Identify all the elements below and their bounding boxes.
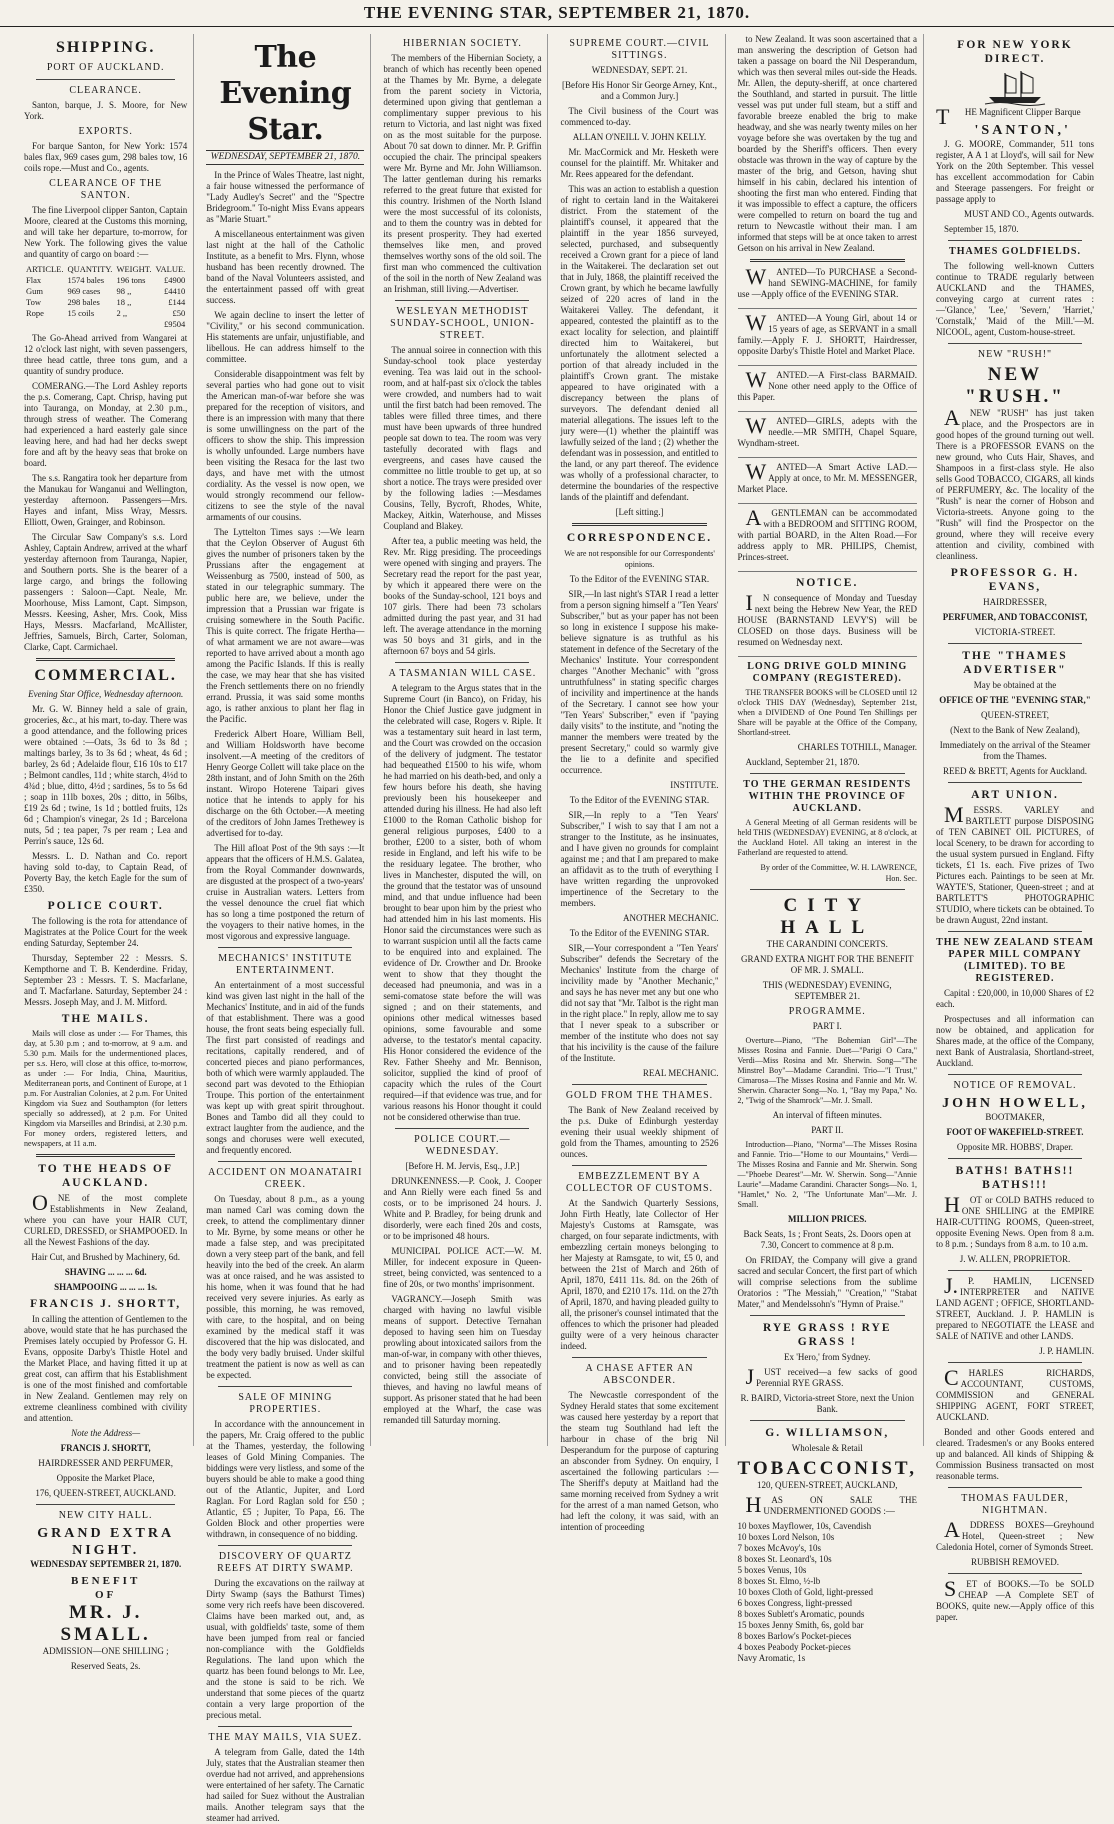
column-5 [732, 34, 924, 1663]
mining-text: In accordance with the announcement in the papers, Mr. Craig offered to the public at the Thames, yesterday, the following leases of Gold Mining Companies. The biddings were very listless, and some of the buyers should be able to make a good thing out of the Atlantic, Jupiter, and Lord Raglan. For Lord Raglan sold for £50 ; Atlantic, £5 ; Jupiter, To Papa, £6. The Golden Block and other properties were withdrawn, in consequence of no bidding. [206, 1419, 365, 1539]
supreme-court-text: The Civil business of the Court was commenced to-day. [560, 106, 719, 127]
leader-date: WEDNESDAY, SEPTEMBER 21, 1870. [206, 150, 364, 165]
ta-arrival: Immediately on the arrival of the Steamer from the Thames. [939, 740, 1091, 761]
cargo-row: Rope 15 coils 2 ,, £50 [26, 308, 186, 318]
leader-paragraph: Considerable disappointment was felt by several parties who had gone out to visit the American man-of-war before she was prepared for the reception of visitors, and there is an impression with many that there is some unwillingness on the part of the officers to show the ship. This impression is wholly unfounded. Large numbers have been visiting the Resaca for the last two days, and have met with the utmost cordiality. As the vessel is now open, we would strongly recommend our fellow-citizens to see the style of the naval armaments of our cousins. [206, 369, 365, 522]
faulder-text: ADDRESS BOXES—Greyhound Hotel, Queen-street ; New Caledonia Hotel, corner of Symonds Street. [935, 1517, 1095, 1552]
williamson-sub: Wholesale & Retail [791, 1443, 863, 1453]
programme-part: PART I. [812, 1021, 842, 1031]
hamlin-signature: J. P. HAMLIN. [1039, 1346, 1095, 1356]
masthead: THE EVENING STAR, SEPTEMBER 21, 1870. [0, 0, 1114, 27]
wesleyan-heading: WESLEYAN METHODIST SUNDAY-SCHOOL, UNION-STREET. [390, 306, 535, 341]
thames-goldfields-heading: THAMES GOLDFIELDS. [949, 246, 1081, 257]
gold-heading: GOLD FROM THE THAMES. [565, 1090, 714, 1101]
thames-goldfields-text: The following well-known Cutters continue to TRADE regularly between AUCKLAND and the THAMES, conveying cargo at current rates :—'Glance,' 'Lee,' 'Severn,' 'Harriet,' 'Cornstalk,' 'Maid of the Mill.'—M. NICOOL, agent, Custom-house-street. [935, 261, 1095, 337]
chase-text-continued: to New Zealand. It was soon ascertained that a man answering the description of Getson had taken a passage on board the Nil Desperandum, which was then several miles out-side the Heads. Mr. Allen, the deputy-sheriff, at once chartered the Southland, and started in pursuit. The little vessel was put under full steam, but a stiff and favorable breeze enabled the brig to make headway, and she was nearly twenty miles on her voyage before she was overtaken by the tug and boarded by the Sheriff's officers. Then every obstacle was thrown in the way of capture by the master of the brig, and Getson, having shut himself in his cabin, declared his intention of shooting the first man who entered. Finding that it was impossible to effect a capture, the officers were compelled to return on board the tug and return to Newcastle without their man. I am informed that steps will be at once taken to arrest Getson on his arrival in New Zealand. [737, 34, 917, 253]
goods-item: Navy Aromatic, 1s [737, 1653, 806, 1663]
commercial-subline: Evening Star Office, Wednesday afternoon. [28, 689, 184, 699]
commercial-heading: COMMERCIAL. [34, 667, 177, 684]
german-text: A General Meeting of all German residents will be held THIS (WEDNESDAY) EVENING, at 8 o'clock, at the Auckland Hotel. All taking an interest in the Fatherland are requested to attend. [737, 818, 917, 857]
leader-paragraph: A miscellaneous entertainment was given last night at the hall of the Catholic Institute, as a benefit to Mrs. Flynn, whose husband has been recently drowned. The band of the Naval Volunteers assisted, and the entertainment passed off with great success. [206, 229, 365, 305]
clearance-heading: CLEARANCE. [69, 85, 142, 96]
long-drive-date: Auckland, September 21, 1870. [745, 757, 860, 767]
cargo-header: VALUE. [155, 264, 186, 274]
mails-heading: THE MAILS. [61, 1013, 150, 1025]
supreme-court-case: ALLAN O'NEILL V. JOHN KELLY. [572, 132, 707, 142]
williamson-address: 120, QUEEN-STREET, AUCKLAND, [756, 1480, 898, 1490]
police-wed-text: DRUNKENNESS.—P. Cook, J. Cooper and Ann Rielly were each fined 5s and costs, or to be imprisoned 24 hours. J. White and P. Bradley, for being drunk and disorderly, were each fined 20s and costs, or to be imprisoned 48 hours. [383, 1176, 542, 1241]
prices-heading: MILLION PRICES. [787, 1214, 867, 1224]
programme-list: Overture—Piano, "The Bohemian Girl"—The Misses Rosina and Fannie. Duet—"Parigi O Cara," Verdi—Miss Rosina and Mr. Sherwin. Song—"The Minstrel Boy"—Madame Carandini. Trio—"I Trust," Cimarosa—The Misses Rosina and Fannie and Mr. W. Sherwin. Character Song—No. 1, "Bay my Papa," No. 2, "Twig of the Shamrock"—Mr. J. Small. [737, 1036, 917, 1105]
rush-text: ANEW "RUSH" has just taken place, and the Prospectors are in good hopes of the ground turning out well. There is a PROFESSOR EVANS on the new ground, who Cuts Hair, Shaves, and Shampoos in a first-class style. He also sells Good TOBACCO, CIGARS, all kinds of PERFUMERY, &c. The locality of the "Rush" is near the corner of Hobson and Victoria-streets. Anyone going to the "Rush" will find the Prospector on the ground, where they will receive every attention and civility, combined with cleanliness. [935, 405, 1095, 561]
city-hall-date: THIS (WEDNESDAY) EVENING, SEPTEMBER 21. [762, 980, 892, 1001]
shipping-heading: SHIPPING. [55, 39, 156, 56]
price-line: Hair Cut, and Brushed by Machinery, 6d. [31, 1252, 180, 1262]
howell-address: FOOT OF WAKEFIELD-STREET. [946, 1127, 1084, 1137]
german-heading: TO THE GERMAN RESIDENTS WITHIN THE PROVINCE OF AUCKLAND. [743, 779, 912, 814]
ta-text: May be obtained at the [973, 680, 1057, 690]
clearance-santon-text: The fine Liverpool clipper Santon, Captain Moore, cleared at the Customs this morning, and will take her departure, to-morrow, for New York. The following gives the value and quantity of cargo on board :— [24, 205, 188, 259]
notice-heading: NOTICE. [796, 577, 859, 589]
baths-text: HOT or COLD BATHS reduced to ONE SHILLING at the EMPIRE HAIR-CUTTING ROOMS, Queen-street, opposite Evening News. Open from 8 a.m. to 8 p.m. ; Sundays from 8 a.m. to 10 a.m. [935, 1192, 1095, 1249]
goods-item: 10 boxes Lord Nelson, 10s [737, 1532, 835, 1542]
goods-item: 8 boxes Sublett's Aromatic, pounds [737, 1609, 865, 1619]
baths-heading: BATHS! BATHS!! BATHS!!! [955, 1165, 1075, 1191]
cargo-row: Tow 298 bales 18 ,, £144 [26, 297, 186, 307]
carandini-heading: THE CARANDINI CONCERTS. [766, 939, 888, 949]
ny-text: THE Magnificent Clipper Barque [935, 104, 1081, 129]
grand-night-text: GRAND EXTRA NIGHT FOR THE BENEFIT OF MR. J. SMALL. [741, 954, 914, 975]
evans-address: VICTORIA-STREET. [974, 627, 1056, 637]
column-2 [200, 34, 371, 1823]
ad-wanted: WANTED—GIRLS, adepts with the needle.—MR SMITH, Chapel Square, Wyndham-street. [738, 416, 917, 458]
leader-paragraph: The Lyttelton Times says :—We learn that the Ceylon Observer of August 6th gives the number of prisoners taken by the Prussians after the engagement at Weissenburg as 7500, instead of 500, as stated in our telegraphic summary. The public here are, we believe, under the impression that a Prussian war frigate is cruising somewhere in the South Pacific. This is quite correct. The frigate Hertha—of what armament we are not aware—was reported to have arrived about a month ago among the Pacific Islands. If this is really the case, we may hear that she has visited the French settlements there on no friendly errand. Prussia, it was said some months ago, is rather anxious to plant her flag in the Pacific. [206, 527, 365, 724]
cargo-header: ARTICLE. [26, 264, 64, 274]
paper-mill-text: Prospectuses and all information can now be obtained, and application for Shares made, at the office of the Company, next Bank of Australasia, Shortland-street, Auckland. [935, 1014, 1095, 1068]
baths-signature: J. W. ALLEN, PROPRIETOR. [959, 1254, 1071, 1264]
mining-heading: SALE OF MINING PROPERTIES. [238, 1392, 333, 1415]
column-6 [930, 34, 1100, 1622]
goods-item: 8 boxes St. Elmo, ½-lb [737, 1576, 821, 1586]
column-1 [18, 34, 194, 1671]
cargo-table [24, 264, 187, 330]
evans-sub: PERFUMER, AND TOBACCONIST, [942, 612, 1088, 622]
embezzlement-text: At the Sandwich Quarterly Sessions, John Firth Heatly, late Collector of Her Majesty's Customs at Ramsgate, was charged, on four separate indictments, with embezzling certain moneys belonging to her Majesty at Ramsgate, to wit, £5 0, and between the 21st of March and 26th of April, 1870, £411 11s. 8d. on the 26th of April, 1870, and £210 17s. 11d. on the 27th of April, 1870, and having pleaded guilty to all, the prisoner's counsel intimated that the offences to which the prisoner had pleaded guilty were of a very heinous character indeed. [560, 1198, 719, 1351]
shortt-text: In calling the attention of Gentlemen to the above, would state that he has purchased the Premises lately occupied by Professor G. H. Evans, opposite Darby's Thistle Hotel and the Market Place, and having fitted it up at great cost, can affirm that his Establishment is one of the most finished and comfortable in New Zealand. Gentlemen may rely on extreme cleanliness combined with civility and attention. [24, 1314, 188, 1423]
of-label: OF [95, 1589, 117, 1601]
ta-address: QUEEN-STREET, [980, 710, 1050, 720]
rye-signature: R. BAIRD, Victoria-street Store, next the Union Bank. [740, 1393, 914, 1414]
richards-text: CHARLES RICHARDS, ACCOUNTANT, CUSTOMS, COMMISSION and GENERAL SHIPPING AGENT, FORT STREET, AUCKLAND. [935, 1365, 1095, 1422]
supreme-court-text: This was an action to establish a question of right to certain land in the Waitakerei district. From the statement of the plaintiff's counsel, it appeared that the plaintiff in the year 1856 surveyed, selected, purchased, and subsequently received a Crown grant for a piece of land in the Waitakerei. The declaration set out that in July, 1868, the plaintiff received the Crown grant, by which he became lawfully seized of 220 acres of land in the Waitakerei Valley. The defendant, it appeared, contested the plaintiff as to the exact locality for selection, and plaintiff directed him to Waitakerei, but unfortunately the allotment selected a portion of that already included in the plaintiff's Crown grant. The mistake appeared to have originated with a discrepancy between the plans of surveyors. The defendant denied all material allegations. The issues left to the jury were—(1) whether the plaintiff was lawfully seized of the land ; (2) whether the defendant was in possession, and entitled to the land, or any part thereof. The evidence was wholly of a professional character, to determine the boundaries of the respective lands of the plaintiff and defendant. [560, 184, 719, 502]
columns [18, 34, 1100, 1823]
quartz-heading: DISCOVERY OF QUARTZ REEFS AT DIRTY SWAMP. [217, 1551, 354, 1574]
faulder-heading: THOMAS FAULDER, NIGHTMAN. [961, 1493, 1069, 1516]
police-wed-heading: POLICE COURT.—WEDNESDAY. [414, 1134, 511, 1157]
cargo-header: WEIGHT. [116, 264, 152, 274]
thames-advertiser-heading: THE "THAMES ADVERTISER" [962, 650, 1068, 676]
cargo-row: Gum 969 cases 98 ,, £4410 [26, 286, 186, 296]
gold-text: The Bank of New Zealand received by the p.s. Duke of Edinburgh yesterday evening their usual weekly shipment of gold from the Thames, amounting to 2526 ounces. [560, 1105, 719, 1159]
howell-opposite: Opposite MR. HOBBS', Draper. [956, 1142, 1074, 1152]
hibernian-text: The members of the Hibernian Society, a branch of which has recently been opened at the Thames by Mr. Byrne, a delegate from the parent society in Victoria, determined upon giving that gentleman a complimentary supper previous to his return to Victoria, and last night was fixed on as the most suitable for the purpose. About 70 sat down to dinner. Mr. P. Griffin occupied the chair. The principal speakers were Mr. Byrne and Mr. John Williamson. The latter gentleman during his remarks referred to the great future that existed for this country. Irishmen of the North Island were the most successful of its colonists, and to them the country was in debted for its present prosperity. They had exerted themselves like men, and proved themselves worthy sons of the old soil. The first man who commenced the cultivation of the soil in the north of New Zealand was an Irishman, still living.—Advertiser. [383, 53, 542, 294]
prices-text: Back Seats, 1s ; Front Seats, 2s. Doors open at 7.30, Concert to commence at 8 p.m. [743, 1229, 911, 1250]
cargo-row: Flax 1574 bales 196 tons £4900 [26, 275, 186, 285]
goods-list [738, 1521, 917, 1664]
howell-sub: BOOTMAKER, [985, 1112, 1045, 1122]
paper-mill-capital: Capital : £20,000, in 10,000 Shares of £2 each. [935, 988, 1095, 1009]
goods-item: 10 boxes Cloth of Gold, light-pressed [737, 1587, 874, 1597]
long-drive-signature: CHARLES TOTHILL, Manager. [797, 742, 917, 752]
supreme-court-date: WEDNESDAY, SEPT. 21. [591, 65, 688, 75]
ta-agents: REED & BRETT, Agents for Auckland. [942, 766, 1088, 776]
mechanics-heading: MECHANICS' INSTITUTE ENTERTAINMENT. [218, 953, 353, 976]
admission-text: ADMISSION—ONE SHILLING ; [42, 1646, 169, 1656]
embezzlement-heading: EMBEZZLEMENT BY A COLLECTOR OF CUSTOMS. [565, 1171, 714, 1194]
mechanics-text: An entertainment of a most successful kind was given last night in the hall of the Mechanics' Institute, and in aid of the funds of that establishment. There was a good house, the front seats being especially full. The first part consisted of readings and recitations, capitally rendered, and of concerted pieces and piano performances, both of which were warmly applauded. The second part was devoted to the Ethiopian Troupe. This portion of the entertainment was kept up with great spirit throughout. Bones and Tambo did all they could to extract laughter from the audience, and the songs and choruses were well executed, and frequently encored. [206, 980, 365, 1155]
german-signature: By order of the Committee, W. H. LAWRENCE, Hon. Sec. [760, 863, 917, 883]
goods-item: 4 boxes Peabody Pocket-pieces [737, 1642, 851, 1652]
hibernian-heading: HIBERNIAN SOCIETY. [402, 38, 522, 49]
ad-wanted: WANTED—A Smart Active LAD.—Apply at once, to Mr. M. MESSENGER, Market Place. [738, 462, 917, 504]
mails-text: Mails will close as under :— For Thames, this day, at 5.30 p.m ; and to-morrow, at 9 a.m. and 5.30 p.m. Mails for the undermentioned places, per s.s. Hero, will close at this office, to-morrow, as under :— For India, China, Mauritius, Mediterranean ports, and Continent of Europe, at 1 p.m. For Australian Colonies, at 2 p.m. For United Kingdom via Suez and Southampton (for letters specially so addressed), at 2 p.m. For United Kingdom via Marseilles and Brindisi, at 2.30 p.m. For money orders, registered letters, and newspapers, at 11 a.m. [24, 1029, 188, 1148]
letter-text: SIR,—In reply to a "Ten Years' Subscriber," I wish to say that I am not a stranger to the Institute, as he insinuates, and I have given no grounds for complaint against me ; and that I am prepared to make an affidavit as to the truth of everything I have written regarding the unprovoked impertinence of the Secretary to the members. [560, 810, 719, 908]
tobacconist-heading: TOBACCONIST, [737, 1458, 917, 1479]
rubbish-text: RUBBISH REMOVED. [970, 1557, 1059, 1567]
heads-text: ONE of the most complete Establishments in New Zealand, where you can have your HAIR CUT, CURLED, DRESSED, or SHAMPOOED. In all the Newest Fashions of the day. [24, 1190, 188, 1247]
ad-wanted: WANTED.—A First-class BARMAID. None other need apply to the Office of this Paper. [738, 370, 917, 412]
programme-heading: PROGRAMME. [788, 1006, 866, 1017]
wesleyan-text: The annual soiree in connection with this Sunday-school took place yesterday evening. Tea was laid out in the school-room, and at half-past six o'clock the tables were crowded, and numbers had to wait until the first batch had been removed. The tables were filled three times, and there must have been upwards of three hundred people sat down to tea. The room was very tastefully decorated with flags and evergreens, and cases have caused the committee no little trouble to get up, at so short a notice. The trays were presided over by the following ladies :—Mesdames Cousins, Telly, Bycroft, Rhodes, White, Mackey, Aitkin, Waterhouse, and Misses Coupland and Blakey. [383, 345, 542, 531]
port-heading: PORT OF AUCKLAND. [46, 62, 165, 73]
santon-name: 'SANTON,' [974, 123, 1071, 138]
goods-item: 10 boxes Mayflower, 10s, Cavendish [737, 1521, 872, 1531]
rush-banner: NEW "RUSH." [965, 364, 1065, 407]
goods-item: 15 boxes Jenny Smith, 6s, gold bar [737, 1620, 864, 1630]
letter-to: To the Editor of the EVENING STAR. [569, 574, 710, 584]
city-hall-heading: CITY HALL [780, 895, 875, 938]
friday-text: On FRIDAY, the Company will give a grand sacred and secular Concert, the first part of which will comprise selections from the sublime Oratorios : "The Messiah," "Creation," "Stabat Mater," and Mendelssohn's "Hymn of Praise." [737, 1255, 917, 1309]
letter-to: To the Editor of the EVENING STAR. [569, 795, 710, 805]
price-line: SHAVING ... ... ... 6d. [64, 1267, 147, 1277]
reserved-text: Reserved Seats, 2s. [70, 1661, 141, 1671]
long-drive-text: THE TRANSFER BOOKS will be CLOSED until 12 o'clock THIS DAY (Wednesday), September 21st, when a DIVIDEND of One Pound Ten Shillings per Share will be payable at the Office of the Company, Shortland-street. [737, 688, 917, 737]
programme-list: Introduction—Piano, "Norma"—The Misses Rosina and Fannie. Trio—"Home to our Mountains," Verdi—The Misses Rosina and Fannie and Mr. Sherwin. Song—"Phoebe Dearest"—Mr. W. Sherwin. Song—"Annie Laurie"—Madame Carandini. Character Songs—No. 1, "Hamlet," No. 2, "The Unfortunate Man"—Mr. J. Small. [737, 1140, 917, 1209]
ny-details: J. G. MOORE, Commander, 511 tons register, A A 1 at Lloyd's, will sail for New York on the 20th September. This vessel has excellent accommodation for Cabin and Steerage passengers. For freight or passage apply to [935, 139, 1095, 204]
williamson-text: HAS ON SALE THE UNDERMENTIONED GOODS :— [745, 1492, 917, 1517]
police-rota: Thursday, September 22 : Messrs. S. Kempthorne and T. B. Kenderdine. Friday, September 23 : Messrs. T. S. Macfarlane, and T. Macfarlane. Saturday, September 24 : Messrs. Joseph May, and J. M. Mitford. [24, 953, 188, 1007]
ta-office: OFFICE OF THE "EVENING STAR," [939, 695, 1091, 705]
shortt-address: 176, QUEEN-STREET, AUCKLAND. [35, 1488, 176, 1498]
ny-agent: MUST AND CO., Agents outwards. [963, 209, 1095, 219]
police-heading: POLICE COURT. [47, 900, 164, 912]
supreme-court-before: [Before His Honor Sir George Arney, Knt., and a Common Jury.] [562, 80, 717, 101]
letter-text: SIR,—Your correspondent a "Ten Years' Subscriber" defends the Secretary of the Mechanics' Institute from the charge of incivility made by "Another Mechanic," and says he has never met any but one who did not say that "Mr. Talbot is the right man in the right place." In reply, allow me to say that I never speak to a subscriber or member of the institute who does not say that his incivility is the cause of the failure of the Institute. [560, 943, 719, 1063]
police-wed-text: VAGRANCY.—Joseph Smith was charged with having no lawful visible means of support. Detective Ternahan deposed to having seen him on Tuesday prowling about intoxicated sailors from the man-of-war, in company with other thieves, and to prisoner having been repeatedly convicted, being still the associate of thieves, and having no lawful means of support. As prisoner stated that he had been employed at the Wharf, the case was remanded till Saturday morning. [383, 1294, 542, 1425]
goods-item: 5 boxes Venus, 10s [737, 1565, 807, 1575]
cargo-header-row [24, 264, 187, 275]
supreme-court-heading: SUPREME COURT.—CIVIL SITTINGS. [569, 38, 710, 61]
tasmanian-text: A telegram to the Argus states that in the Supreme Court (in Banco), on Friday, his Honor the Chief Justice gave judgment in the celebrated will case, Rogers v. Riple. It was a testamentary suit heard in last term, and the Court was crowded on the occasion of the delivery of judgment. The testator had bequeathed £1500 to his wife, whom he had married on his death-bed, and only a few hours before his death, she having previously been his housekeeper and attended during his illness. He had also left £1000 to the Roman Catholic bishop for general religious purposes, £400 to a brother, £200 to a sister, both of whom reside in England, and left his wife to be the residuary legatee. The brother, who lives in Manchester, disputed the will, on the ground that the testator was of unsound mind, and that undue influence had been brought to bear upon him by the priest who had attended him in his last moments. His Honor said the circumstances were such as to warrant suspicion until all the facts came to be enquired into and explained. The evidence of Dr. Crowther and Dr. Brooke went to show that they thought the deceased had pneumonia, and was in a semi-comatose state before the will was signed ; and on their statements, and opinions other medical witnesses based opinions, some favourable and some adverse, to the testator's mental capacity. His Honor considered the evidence of the Rev. Father Sheehy and Mr. Bennison, solicitor, supplied the kind of proof of capacity which the rules of the Court required—if that evidence was true, and for various reasons his Honor thought it could not be considered otherwise than true. [383, 683, 542, 1122]
correspondence-note: We are not responsible for our Correspondents' opinions. [564, 549, 715, 569]
letter-signature: INSTITUTE. [670, 780, 719, 790]
long-drive-heading: LONG DRIVE GOLD MINING COMPANY (REGISTERED). [747, 661, 908, 684]
police-wed-before: [Before H. M. Jervis, Esq., J.P.] [405, 1161, 520, 1171]
ny-date: September 15, 1870. [943, 224, 1019, 234]
clearance-santon-heading: CLEARANCE OF THE SANTON. [49, 178, 163, 201]
letter-to: To the Editor of the EVENING STAR. [569, 928, 710, 938]
commercial-text: Mr. G. W. Binney held a sale of grain, groceries, &c., at his mart, to-day. There was a good attendance, and the following prices were obtained :—Oats, 3s 6d to 3s 8d ; maltings barley, 3s to 3s 6d ; wheat, 4s 6d ; barley, 2s 6d ; Adelaide flour, £16 10s to £17 ; Belmont candles, 11d ; white starch, 4½d to 4¾d ; blue, ditto, 4½d ; sardines, 5s to 5s 6d ; soap in 11lb boxes, 20s ; ditto, in 56lbs, £19 2s 6d ; twine, 1s 1d ; bottled fruits, 12s 6d ; Champion's vinegar, 2s 1d ; Barcelona nuts, 5d ; tea paper, 7s per ream ; Lea and Perrin's sauce, 12s 6d. [24, 704, 188, 846]
goods-item: 8 boxes Barlow's Pocket-pieces [737, 1631, 852, 1641]
grand-night-date: WEDNESDAY SEPTEMBER 21, 1870. [30, 1559, 182, 1569]
wesleyan-text: After tea, a public meeting was held, the Rev. Mr. Rigg presiding. The proceedings were opened with singing and prayers. The Secretary read the report for the past year, by which it appeared there were on the books of the Sunday-school, 121 boys and 107 girls. There had been 73 scholars admitted during the past year, and 31 had left. The average attendance in the morning was 50 boys and 31 girls, and in the afternoon 67 boys and 54 girls. [383, 536, 542, 656]
beneficiary-name: MR. J. SMALL. [60, 1602, 151, 1645]
goods-item: 7 boxes McAvoy's, 10s [737, 1543, 821, 1553]
evans-heading: PROFESSOR G. H. EVANS, [950, 567, 1080, 593]
richards-text: Bonded and other Goods entered and cleared. Tradesmen's or any Books entered up and balanced. All kinds of Shipping & Commission Business transacted on most reasonable terms. [935, 1427, 1095, 1481]
paper-mill-heading: THE NEW ZEALAND STEAM PAPER MILL COMPANY (LIMITED). TO BE REGISTERED. [936, 937, 1094, 984]
shortt-address: Note the Address— [71, 1428, 141, 1438]
shortt-address: FRANCIS J. SHORTT, [60, 1443, 151, 1453]
column-4 [554, 34, 725, 1532]
grand-night-heading: GRAND EXTRA NIGHT. [37, 1526, 175, 1558]
price-line: SHAMPOOING ... ... ... 1s. [54, 1282, 158, 1292]
heads-heading: TO THE HEADS OF AUCKLAND. [38, 1163, 173, 1189]
moanatairi-text: On Tuesday, about 8 p.m., as a young man named Carl was coming down the creek, to attend the complimentary dinner to Mr. Byrne, by some means or other he made a false step, and was precipitated down a very steep part of the bank, and fell heavily into the bed of the creek. An alarm was at once raised, and he was assisted to his home, when it was found that he had received very severe injuries. As early as possible, this morning, he was removed, with care, to the hospital, and on being examined by the medical staff it was discovered that the hip was dislocated, and the body very badly bruised. Under skilful treatment the patient is now as well as can be expected. [206, 1194, 365, 1380]
commercial-text: Messrs. L. D. Nathan and Co. report having sold to-day, to Captain Read, of Poverty Bay, the ketch Eagle for the sum of £350. [24, 851, 188, 894]
police-text: The following is the rota for attendance of Magistrates at the Police Court for the week ending Saturday, September 24. [24, 916, 188, 948]
supreme-court-sitting: [Left sitting.] [615, 507, 664, 517]
books-text: SET of BOOKS.—To be SOLD CHEAP —A Complete SET of BOOKS, quite new.—Apply office of this paper. [935, 1576, 1095, 1622]
may-mails-heading: THE MAY MAILS, VIA SUEZ. [208, 1732, 363, 1743]
leader-paragraph: The Hill afloat Post of the 9th says :—It appears that the officers of H.M.S. Galatea, from the Royal Commander downwards, are disgusted at the prospect of a two-years' cruise in Australian waters. Letters from the vessel denounce the cruel fiat which has so long a time postponed the return of the voyagers to their native homes, in the most vigorous and expressive language. [206, 843, 365, 941]
may-mails-text: A telegram from Galle, dated the 14th July, states that the Australian steamer then overdue had not arrived, and apprehensions were entertained of her safety. The Carnatic had sailed for Suez without the Australian mails. Another telegram says that the steamer had arrived. [206, 1747, 365, 1823]
leader-paragraph: We again decline to insert the letter of "Civility," or his second communication. His statements are unfair, unjustifiable, and libellous. He can address himself to the committee. [206, 310, 365, 364]
art-union-heading: ART UNION. [971, 789, 1059, 801]
williamson-heading: G. WILLIAMSON, [765, 1427, 890, 1439]
goods-item: 6 boxes Congress, light-pressed [737, 1598, 853, 1608]
leader-paragraph: Frederick Albert Hoare, William Bell, and William Holdsworth have become insolvent.—A meeting of the creditors of Henry George Collett will take place on the 28th instant, and of John Smith on the 26th instant. Wiropo Hoterene Taipari gives notice that he intends to apply for his discharge on the 6th October.—A meeting of the creditors of John James Trethewey is advertised for to-day. [206, 729, 365, 838]
rye-sub: Ex 'Hero,' from Sydney. [784, 1352, 871, 1362]
tasmanian-heading: A TASMANIAN WILL CASE. [388, 668, 537, 679]
howell-name: JOHN HOWELL, [942, 1096, 1088, 1111]
ad-wanted: WANTED—A Young Girl, about 14 or 15 years of age, as SERVANT in a small family.—Apply F. J. SHORTT, Hairdresser, opposite Darby's Thistle Hotel and Market Place. [738, 313, 917, 366]
newspaper-title: The Evening Star. [219, 40, 352, 147]
cargo-total-row [24, 319, 187, 330]
chase-heading: A CHASE AFTER AN ABSCONDER. [585, 1363, 694, 1386]
rye-heading: RYE GRASS ! RYE GRASS ! [762, 1322, 892, 1348]
moanatairi-heading: ACCIDENT ON MOANATAIRI CREEK. [208, 1167, 363, 1190]
ad-wanted: WANTED—To PURCHASE a Second-hand SEWING-MACHINE, for family use —Apply office of the EVENING STAR. [738, 267, 917, 309]
shortt-address: Opposite the Market Place, [56, 1473, 155, 1483]
removal-heading: NOTICE OF REMOVAL. [953, 1080, 1077, 1091]
column-3 [377, 34, 548, 1446]
exports-text: For barque Santon, for New York: 1574 bales flax, 969 cases gum, 298 bales tow, 16 coils rope.—Must and Co., agents. [24, 141, 188, 173]
correspondence-heading: CORRESPONDENCE. [566, 532, 713, 544]
goods-item: 8 boxes St. Leonard's, 10s [737, 1554, 832, 1564]
shipping-news: The s.s. Rangatira took her departure from the Manukau for Wanganui and Wellington, yesterday afternoon. Passengers—Mrs. Hayes and infant, Miss Wray, Messrs. Elliott, Owen, Grainger, and Robinson. [24, 473, 188, 527]
quartz-text: During the excavations on the railway at Dirty Swamp (says the Bathurst Times) some very rich reefs have been discovered. Claims have been marked out, and, as usual, with goldfields' taste, some of them have been jumped from real or fancied non-compliance with the Goldfields Regulations. The land upon which the quartz has been found belongs to Mr. Lee, and the stone is said to be rich. We understand that some pieces of the quartz contain a very large proportion of the precious metal. [206, 1578, 365, 1720]
city-hall-heading: NEW CITY HALL. [58, 1510, 153, 1521]
ta-next: (Next to the Bank of New Zealand), [950, 725, 1080, 735]
ad-notice: IN consequence of Monday and Tuesday next being the Hebrew New Year, the RED HOUSE (BARNSTAND LEVY'S) will be CLOSED on those days. Business will be resumed on Wednesday next. [738, 593, 917, 657]
clearance-text: Santon, barque, J. S. Moore, for New York. [24, 100, 188, 121]
letter-signature: REAL MECHANIC. [642, 1068, 719, 1078]
evans-sub: HAIRDRESSER, [983, 597, 1047, 607]
benefit-label: BENEFIT [71, 1575, 141, 1587]
programme-interval: An interval of fifteen minutes. [772, 1110, 882, 1120]
letter-text: SIR,—In last night's STAR I read a letter from a person signing himself a "Ten Years' Subscriber," but as your paper has not been so long in existence I suppose his make-believe signature is as truthful as his statement in defence of the Secretary of the Mechanics' Institute. Your correspondent charges "Another Mechanic" with "gross untruthfulness" in stating specific charges of incivility and impertinence at the hands of the Secretary. I cannot see how your "Ten Years' Subscriber," even if "paying daily visits" to the institute, and "noting the manner the members were treated by the present Secretary," could so warmly give the lie to a definite and specified occurrence. [560, 589, 719, 775]
shipping-news: The Circular Saw Company's s.s. Lord Ashley, Captain Andrew, arrived at the wharf yesterday afternoon from Tauranga, Napier, and Southern ports. She is the bearer of a large cargo, and brings the following passengers : Saloon—Capt. Neale, Mr. Moorhouse, Miss Lamont, Capt. Simpson, Messrs. Keesing, Asher, Mrs. Cook, Miss Hays, Messrs. Macfarland, McAllister, Jeffries, Samuels, Birch, Carter, Soloman, Clarke, Capt. Carmichael. [24, 532, 188, 652]
shipping-news: The Go-Ahead arrived from Wangarei at 12 o'clock last night, with seven passengers, three head cattle, three tons gum, and a quantity of sundry produce. [24, 333, 188, 376]
shortt-address: HAIRDRESSER AND PERFUMER, [38, 1458, 174, 1468]
cargo-total: £9504 [164, 319, 186, 329]
shortt-heading: FRANCIS J. SHORTT, [30, 1298, 182, 1310]
letter-signature: ANOTHER MECHANIC. [623, 913, 719, 923]
art-union-text: MESSRS. VARLEY and BARTLETT purpose DISPOSING of TEN CABINET OIL PICTURES, of local Scenery, to be drawn for according to the usual system pursued in England. Fifty tickets, £1 1s. each. Five prizes of Two Pictures each. Paintings to be seen at Mr. WAYTE'S, Stationer, Queen-street ; and at BARTLETT'S PHOTOGRAPHIC STUDIO, where tickets can be obtained. To be drawn August, 22nd instant. [935, 802, 1095, 925]
supreme-court-text: Mr. MacCormick and Mr. Hesketh were counsel for the plaintiff. Mr. Whitaker and Mr. Rees appeared for the defendant. [560, 147, 719, 179]
programme-part: PART II. [811, 1125, 844, 1135]
new-york-heading: FOR NEW YORK DIRECT. [957, 39, 1073, 65]
rye-text: JUST received—a few sacks of good Perennial RYE GRASS. [745, 1364, 917, 1389]
cargo-header: QUANTITY. [67, 264, 113, 274]
ship-icon [985, 69, 1045, 105]
shipping-news: COMERANG.—The Lord Ashley reports the p.s. Comerang, Capt. Chrisp, having put into Tauranga, on Monday, at 2.30 p.m., through stress of weather. The Comerang had experienced a hard easterly gale since leaving here, and had had her decks swept fore and aft by the heavy seas that broke on board. [24, 381, 188, 468]
ad-gentleman: AGENTLEMAN can be accommodated with a BEDROOM and SITTING ROOM, with partial BOARD, in the Alten Road.—For address apply to MR. PHILIPS, Chemist, Princes-street. [738, 508, 917, 572]
chase-text: The Newcastle correspondent of the Sydney Herald states that some excitement was caused here yesterday by a report that the steam tug Southland had left the harbour in chase of the brig Nil Desperandum for the purpose of capturing an absconder from Sydney. On enquiry, I ascertained the following particulars :—The Sheriff's deputy at Maitland had the same morning received from Sydney a writ for the arrest of a man named Getson, who had left the colony, it was said, with an intention of proceeding [560, 1390, 719, 1532]
hamlin-text: J.P. HAMLIN, LICENSED INTERPRETER and NATIVE LAND AGENT ; OFFICE, SHORTLAND-STREET, Auckland. J. P. HAMLIN is prepared to NEGOTIATE the LEASE and SALE of NATIVE and other LANDS. [935, 1273, 1095, 1341]
police-wed-text: MUNICIPAL POLICE ACT.—W. M. Miller, for indecent exposure in Queen-street, being convicted, was sentenced to a fine of 20s, or two months' imprisonment. [383, 1246, 542, 1289]
leader-paragraph: In the Prince of Wales Theatre, last night, a fair house witnessed the performance of "Lady Audley's Secret" and the "Spectre Bridegroom." To-night Miss Evans appears as "Marie Stuart." [206, 170, 365, 224]
exports-heading: EXPORTS. [78, 126, 133, 137]
rush-heading: NEW "RUSH!" [977, 349, 1053, 360]
